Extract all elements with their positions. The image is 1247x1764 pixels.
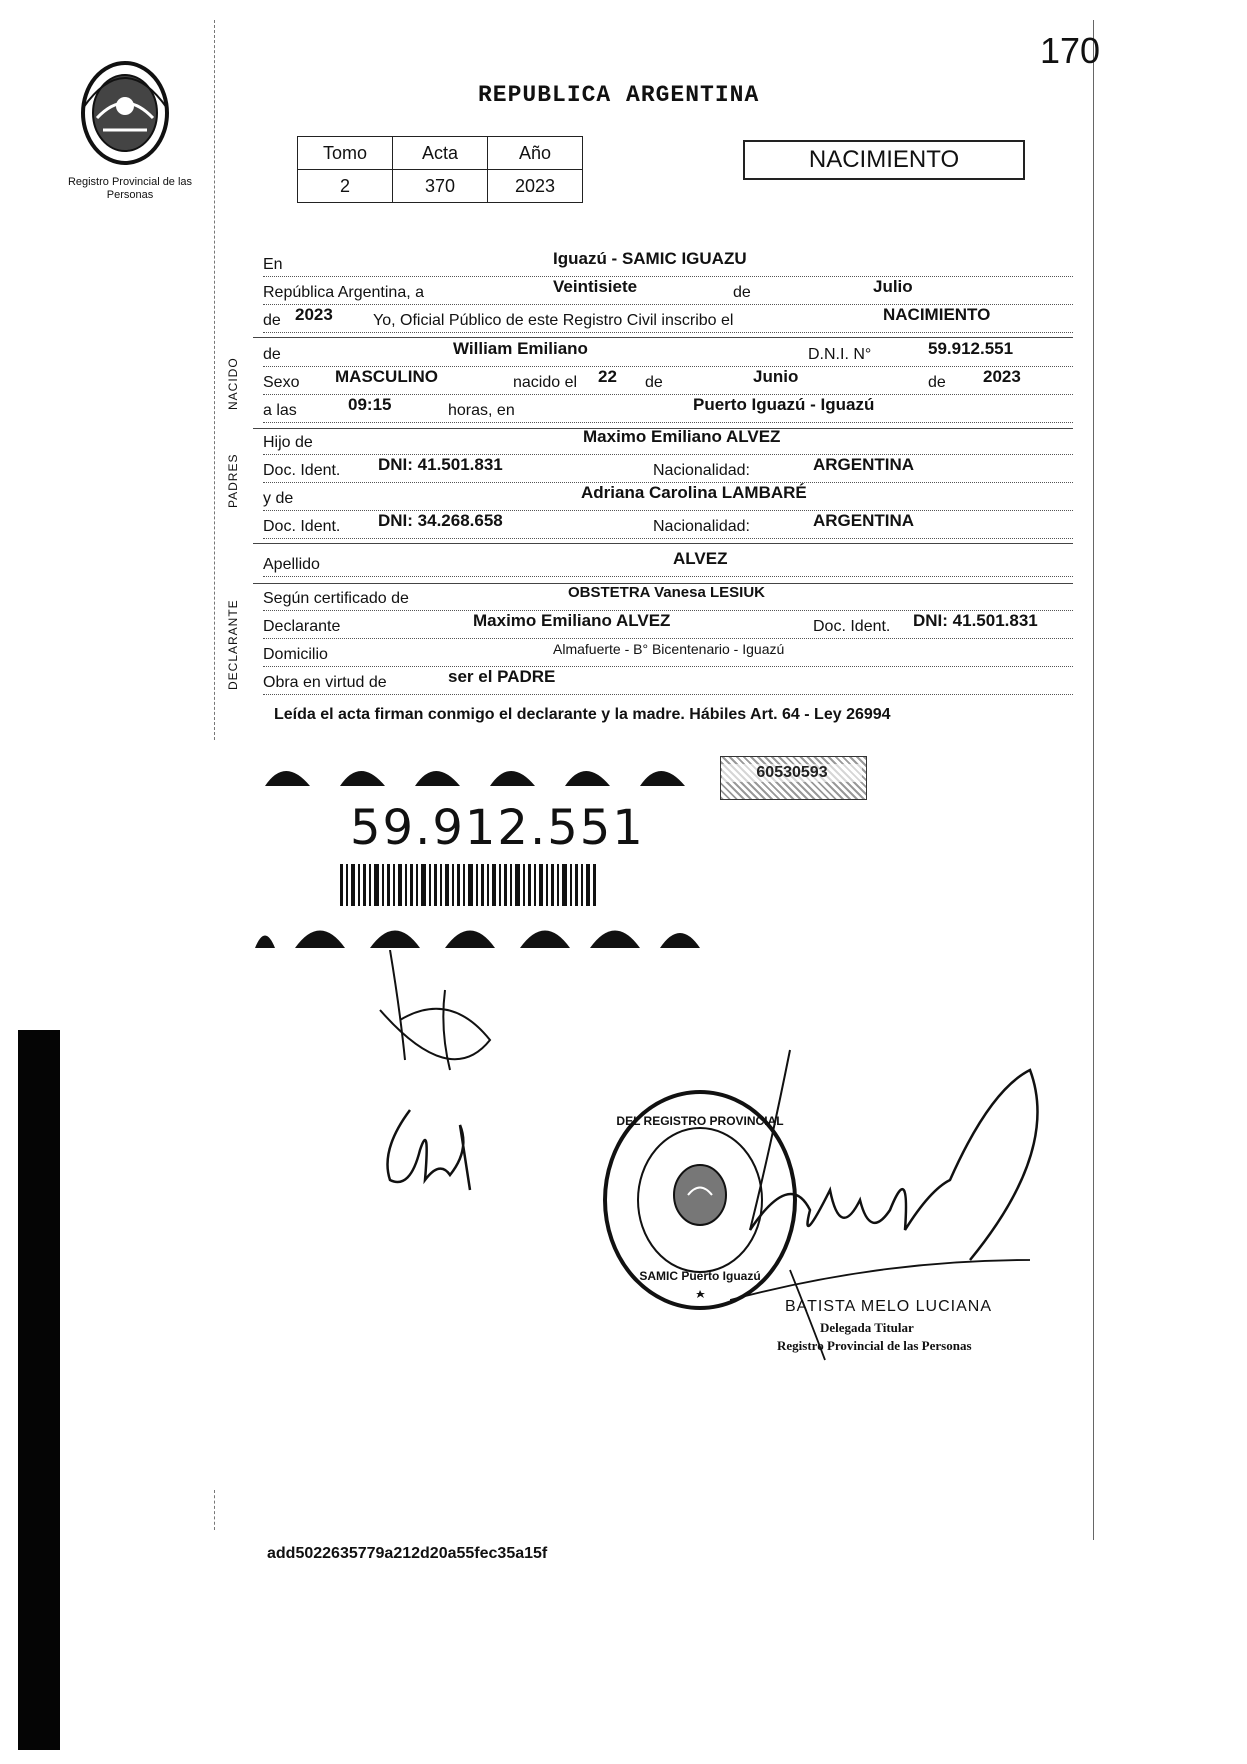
mother-nationality: ARGENTINA [813,511,915,530]
day-value: Veintisiete [553,277,638,296]
month-value: Julio [873,277,913,296]
label-de5: de [928,374,946,391]
mother-name: Adriana Carolina LAMBARÉ [581,483,807,502]
row-child-name [263,339,1073,367]
value-acta: 370 [393,170,488,203]
label-doc1: Doc. Ident. [263,462,341,479]
barcode [340,864,598,906]
registry-label: Registro Provincial de las Personas [67,176,193,201]
father-nationality: ARGENTINA [813,455,915,474]
sex-value: MASCULINO [335,367,438,386]
label-nac1: Nacionalidad: [653,462,750,479]
margin-rule-lower [214,1490,215,1530]
right-border [1093,20,1094,1540]
address-value: Almafuerte - B° Bicentenario - Iguazú [553,641,785,657]
label-de: de [733,284,751,301]
declarant-signature [360,950,510,1210]
row-inscription [263,305,1073,333]
section-label-padres: PADRES [226,453,240,508]
capacity-value: ser el PADRE [448,667,556,686]
label-domicilio: Domicilio [263,646,328,663]
label-hijo: Hijo de [263,434,313,451]
svg-text:DEL REGISTRO PROVINCIAL: DEL REGISTRO PROVINCIAL [616,1114,784,1128]
inscription-type: NACIMIENTO [883,305,991,324]
child-dni: 59.912.551 [928,339,1014,358]
certificate-value: OBSTETRA Vanesa LESIUK [568,584,765,601]
section-divider [253,543,1073,544]
birth-day: 22 [598,367,617,386]
signatory-organization: Registro Provincial de las Personas [777,1338,972,1353]
svg-text:SAMIC Puerto Iguazú: SAMIC Puerto Iguazú [639,1269,761,1283]
mother-doc: DNI: 34.268.658 [378,511,503,530]
row-father-doc [263,455,1073,483]
label-doc2: Doc. Ident. [263,518,341,535]
closing-statement: Leída el acta firman conmigo el declarante y la madre. Hábiles Art. 64 - Ley 26994 [274,706,891,723]
label-nac2: Nacionalidad: [653,518,750,535]
label-horas: horas, en [448,402,515,419]
birth-time: 09:15 [348,395,392,414]
label-officer: Yo, Oficial Público de este Registro Civil inscribo el [373,312,734,329]
header-anio: Año [488,137,583,170]
value-tomo: 2 [298,170,393,203]
row-surname [263,549,1073,577]
father-name: Maximo Emiliano ALVEZ [583,427,781,446]
row-mother [263,483,1073,511]
volume-record-table [297,136,583,203]
label-segun: Según certificado de [263,590,409,607]
child-name: William Emiliano [453,339,588,358]
label-republica: República Argentina, a [263,284,424,301]
header-tomo: Tomo [298,137,393,170]
row-capacity [263,667,1073,695]
row-place [263,249,1073,277]
document-hash: add5022635779a212d20a55fec35a15f [267,1545,548,1562]
label-declarante: Declarante [263,618,341,635]
label-nacido: nacido el [513,374,578,391]
section-label-nacido: NACIDO [226,357,240,410]
signatory-role: Delegada Titular [820,1320,914,1335]
security-code: 60530593 [722,764,862,782]
place-value: Iguazú - SAMIC IGUAZU [553,249,747,268]
label-de2: de [263,312,281,329]
label-sexo: Sexo [263,374,300,391]
label-apellido: Apellido [263,556,320,573]
label-dni: D.N.I. N° [808,346,872,363]
label-alas: a las [263,402,297,419]
registrar-signature [730,1030,1080,1370]
row-certificate [263,584,1073,611]
label-doc3: Doc. Ident. [813,618,891,635]
birth-place: Puerto Iguazú - Iguazú [693,395,875,414]
label-de4: de [645,374,663,391]
id-number-large: 59.912.551 [350,800,645,856]
label-obra: Obra en virtud de [263,674,387,691]
row-sex-birth [263,367,1073,395]
father-doc: DNI: 41.501.831 [378,455,503,474]
row-date [263,277,1073,305]
section-label-declarante: DECLARANTE [226,599,240,690]
declarant-name: Maximo Emiliano ALVEZ [473,611,671,630]
province-emblem-logo [75,58,175,168]
scan-edge [18,1030,60,1750]
declarant-doc: DNI: 41.501.831 [913,611,1038,630]
year-value: 2023 [295,305,333,324]
record-type-box: NACIMIENTO [743,140,1025,180]
birth-year: 2023 [983,367,1021,386]
label-en: En [263,256,283,273]
header-acta: Acta [393,137,488,170]
signatory-name: BATISTA MELO LUCIANA [785,1298,993,1315]
birth-month: Junio [753,367,799,386]
row-father [263,427,1073,455]
surname-value: ALVEZ [673,549,728,568]
row-address [263,641,1073,667]
margin-rule [214,20,215,740]
row-mother-doc [263,511,1073,539]
page-number: 170 [1040,30,1101,71]
value-anio: 2023 [488,170,583,203]
row-declarant [263,611,1073,639]
label-yde: y de [263,490,294,507]
document-title: REPUBLICA ARGENTINA [478,82,760,108]
label-de3: de [263,346,281,363]
row-time-place [263,395,1073,423]
